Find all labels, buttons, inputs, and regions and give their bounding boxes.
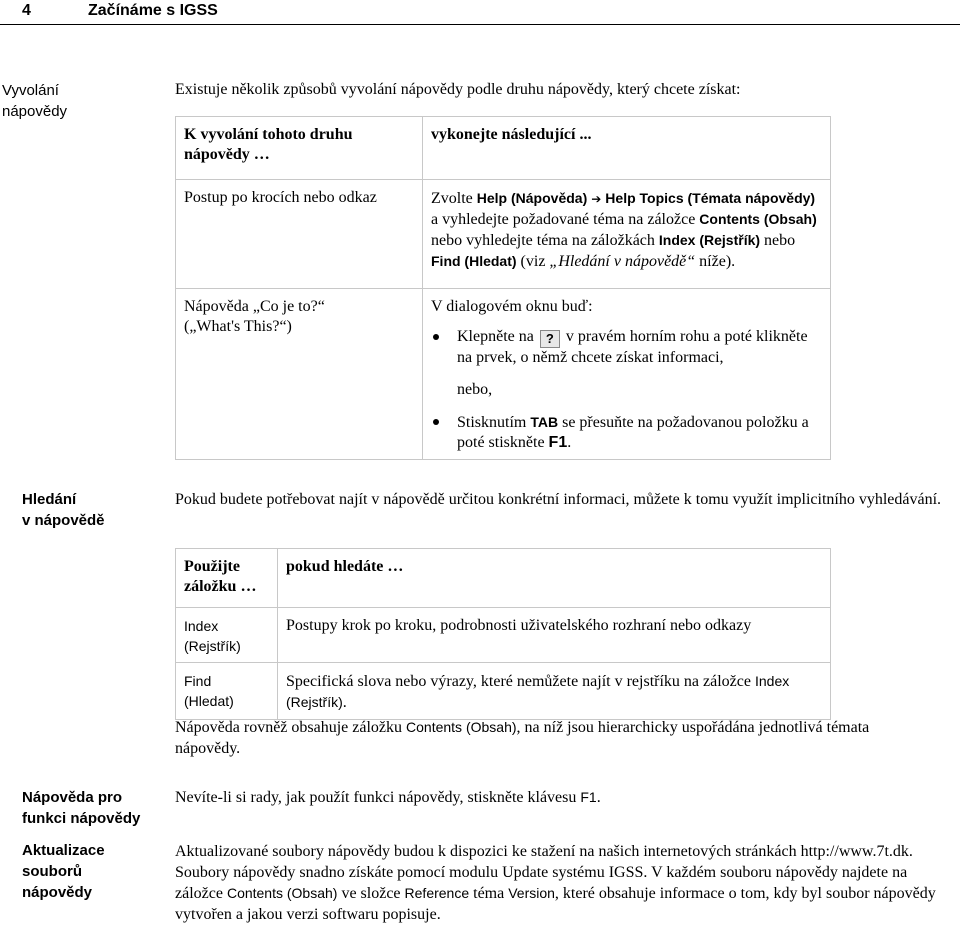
text: , na níž jsou hierarchicky uspořádána jednotlivá témata nápovědy. bbox=[175, 719, 870, 757]
side-label-line: Nápověda pro bbox=[22, 789, 123, 806]
text: . bbox=[567, 434, 572, 451]
side-label-line: nápovědy bbox=[22, 884, 93, 901]
page-header bbox=[0, 0, 960, 25]
table-row bbox=[176, 180, 831, 289]
table-header-cell: pokud hledáte … bbox=[278, 549, 831, 608]
header-line: K vyvolání tohoto druhu bbox=[184, 126, 353, 143]
text: a vyhledejte požadované téma na záložce bbox=[431, 211, 700, 228]
text: Nápověda rovněž obsahuje záložku bbox=[175, 719, 407, 736]
text: (viz bbox=[516, 253, 550, 270]
table-cell: Postupy krok po kroku, podrobnosti uživatelského rozhraní nebo odkazy bbox=[278, 608, 831, 663]
cell-line: Index bbox=[184, 618, 219, 634]
side-label-line: nápovědy bbox=[2, 103, 68, 120]
table-row bbox=[176, 117, 831, 180]
help-methods-table bbox=[175, 116, 831, 460]
table-cell bbox=[176, 663, 278, 720]
table-cell bbox=[176, 289, 423, 460]
key-name: F1 bbox=[548, 434, 568, 451]
text: Stisknutím bbox=[457, 414, 531, 431]
table-cell bbox=[423, 289, 831, 460]
list-item bbox=[431, 412, 822, 453]
cross-reference: „Hledání v nápovědě“ bbox=[549, 253, 696, 270]
arrow-right-icon: ➔ bbox=[591, 192, 602, 206]
text: níže). bbox=[695, 253, 736, 270]
tab-name: Contents (Obsah) bbox=[226, 885, 338, 901]
cell-line: (Rejstřík) bbox=[184, 638, 241, 654]
search-intro-paragraph: Pokud budete potřebovat najít v nápovědě určitou konkrétní informaci, můžete k tomu využít implicitního vyhledávání. bbox=[175, 491, 942, 508]
tab-name: Index (Rejstřík) bbox=[658, 232, 761, 248]
side-label-line: funkci nápovědy bbox=[22, 810, 141, 827]
table-row bbox=[176, 289, 831, 460]
table-cell: Postup po krocích nebo odkaz bbox=[176, 180, 423, 289]
contents-tab-paragraph bbox=[175, 717, 935, 759]
list-item bbox=[431, 327, 822, 368]
table-cell bbox=[423, 180, 831, 289]
menu-name: Help Topics (Témata nápovědy) bbox=[605, 190, 816, 206]
text: V dialogovém oknu buď: bbox=[431, 298, 593, 315]
table-header-cell bbox=[176, 117, 423, 180]
text: Specifická slova nebo výrazy, které nemůžete najít v rejstříku na záložce bbox=[286, 673, 755, 690]
tab-name: Index (Rejstřík) bbox=[286, 673, 790, 710]
side-label-line: Aktualizace bbox=[22, 842, 105, 859]
table-header-cell: vykonejte následující ... bbox=[423, 117, 831, 180]
side-label-help-updates bbox=[22, 840, 105, 903]
text: Nevíte-li si rady, jak použít funkci nápovědy, stiskněte klávesu bbox=[175, 789, 581, 806]
table-cell bbox=[278, 663, 831, 720]
text: Zvolte bbox=[431, 190, 477, 207]
menu-name: Help (Nápověda) bbox=[476, 190, 588, 206]
table-row bbox=[176, 608, 831, 663]
table-row bbox=[176, 663, 831, 720]
table-cell bbox=[176, 608, 278, 663]
header-line: Použijte bbox=[184, 558, 240, 575]
text: Klepněte na bbox=[457, 328, 538, 345]
text: nebo bbox=[760, 232, 796, 249]
text: . bbox=[596, 789, 601, 806]
bullet-icon bbox=[433, 334, 439, 340]
search-tabs-table bbox=[175, 548, 831, 720]
table-row bbox=[176, 549, 831, 608]
tab-name: Contents (Obsah) bbox=[406, 719, 517, 735]
intro-paragraph: Existuje několik způsobů vyvolání nápovědy podle druhu nápovědy, který chcete získat: bbox=[175, 81, 741, 98]
side-label-invoking-help bbox=[2, 80, 67, 122]
tab-name: Find (Hledat) bbox=[431, 253, 517, 269]
help-on-help-paragraph bbox=[175, 787, 945, 808]
page-number: 4 bbox=[22, 2, 31, 19]
side-label-searching-help bbox=[22, 489, 105, 531]
chapter-title: Začínáme s IGSS bbox=[88, 2, 218, 19]
text: , které obsahuje informace o tom, kdy byl soubor nápovědy vytvořen a jakou verzi softwaru popisuje. bbox=[175, 885, 936, 923]
side-label-line: souborů bbox=[22, 863, 82, 880]
cell-line: Nápověda „Co je to?“ bbox=[184, 298, 325, 315]
text: nebo vyhledejte téma na záložkách bbox=[431, 232, 659, 249]
help-updates-paragraph bbox=[175, 841, 950, 925]
text: se přesuňte na požadovanou položku a poté stiskněte bbox=[457, 414, 809, 451]
header-line: nápovědy … bbox=[184, 146, 270, 163]
text: nebo, bbox=[457, 381, 493, 398]
side-label-help-on-help bbox=[22, 787, 140, 829]
bullet-icon bbox=[433, 419, 439, 425]
key-name: F1 bbox=[580, 789, 597, 805]
help-question-icon: ? bbox=[540, 330, 560, 348]
bullet-list bbox=[431, 327, 822, 368]
cell-line: („What's This?“) bbox=[184, 318, 292, 335]
text: v pravém horním rohu a poté klikněte na prvek, o němž chcete získat informaci, bbox=[457, 328, 808, 366]
text: . bbox=[342, 694, 347, 711]
cell-line: (Hledat) bbox=[184, 693, 234, 709]
text: Aktualizované soubory nápovědy budou k dispozici ke stažení na našich internetových stránkách http://www.7t.dk. Soubory nápovědy snadno získáte pomocí modulu Update systému IGSS. V každém souboru nápovědy najdete na záložce bbox=[175, 843, 913, 902]
tab-name: Contents (Obsah) bbox=[699, 211, 817, 227]
side-label-line: Vyvolání bbox=[2, 82, 59, 99]
side-label-line: v nápovědě bbox=[22, 512, 105, 529]
text: téma bbox=[469, 885, 509, 902]
text: ve složce bbox=[337, 885, 405, 902]
header-line: záložku … bbox=[184, 578, 257, 595]
bullet-list bbox=[431, 412, 822, 453]
side-label-line: Hledání bbox=[22, 491, 77, 508]
cell-line: Find bbox=[184, 673, 212, 689]
table-header-cell bbox=[176, 549, 278, 608]
folder-name: Reference bbox=[404, 885, 470, 901]
key-name: TAB bbox=[530, 414, 559, 430]
topic-name: Version bbox=[508, 885, 555, 901]
